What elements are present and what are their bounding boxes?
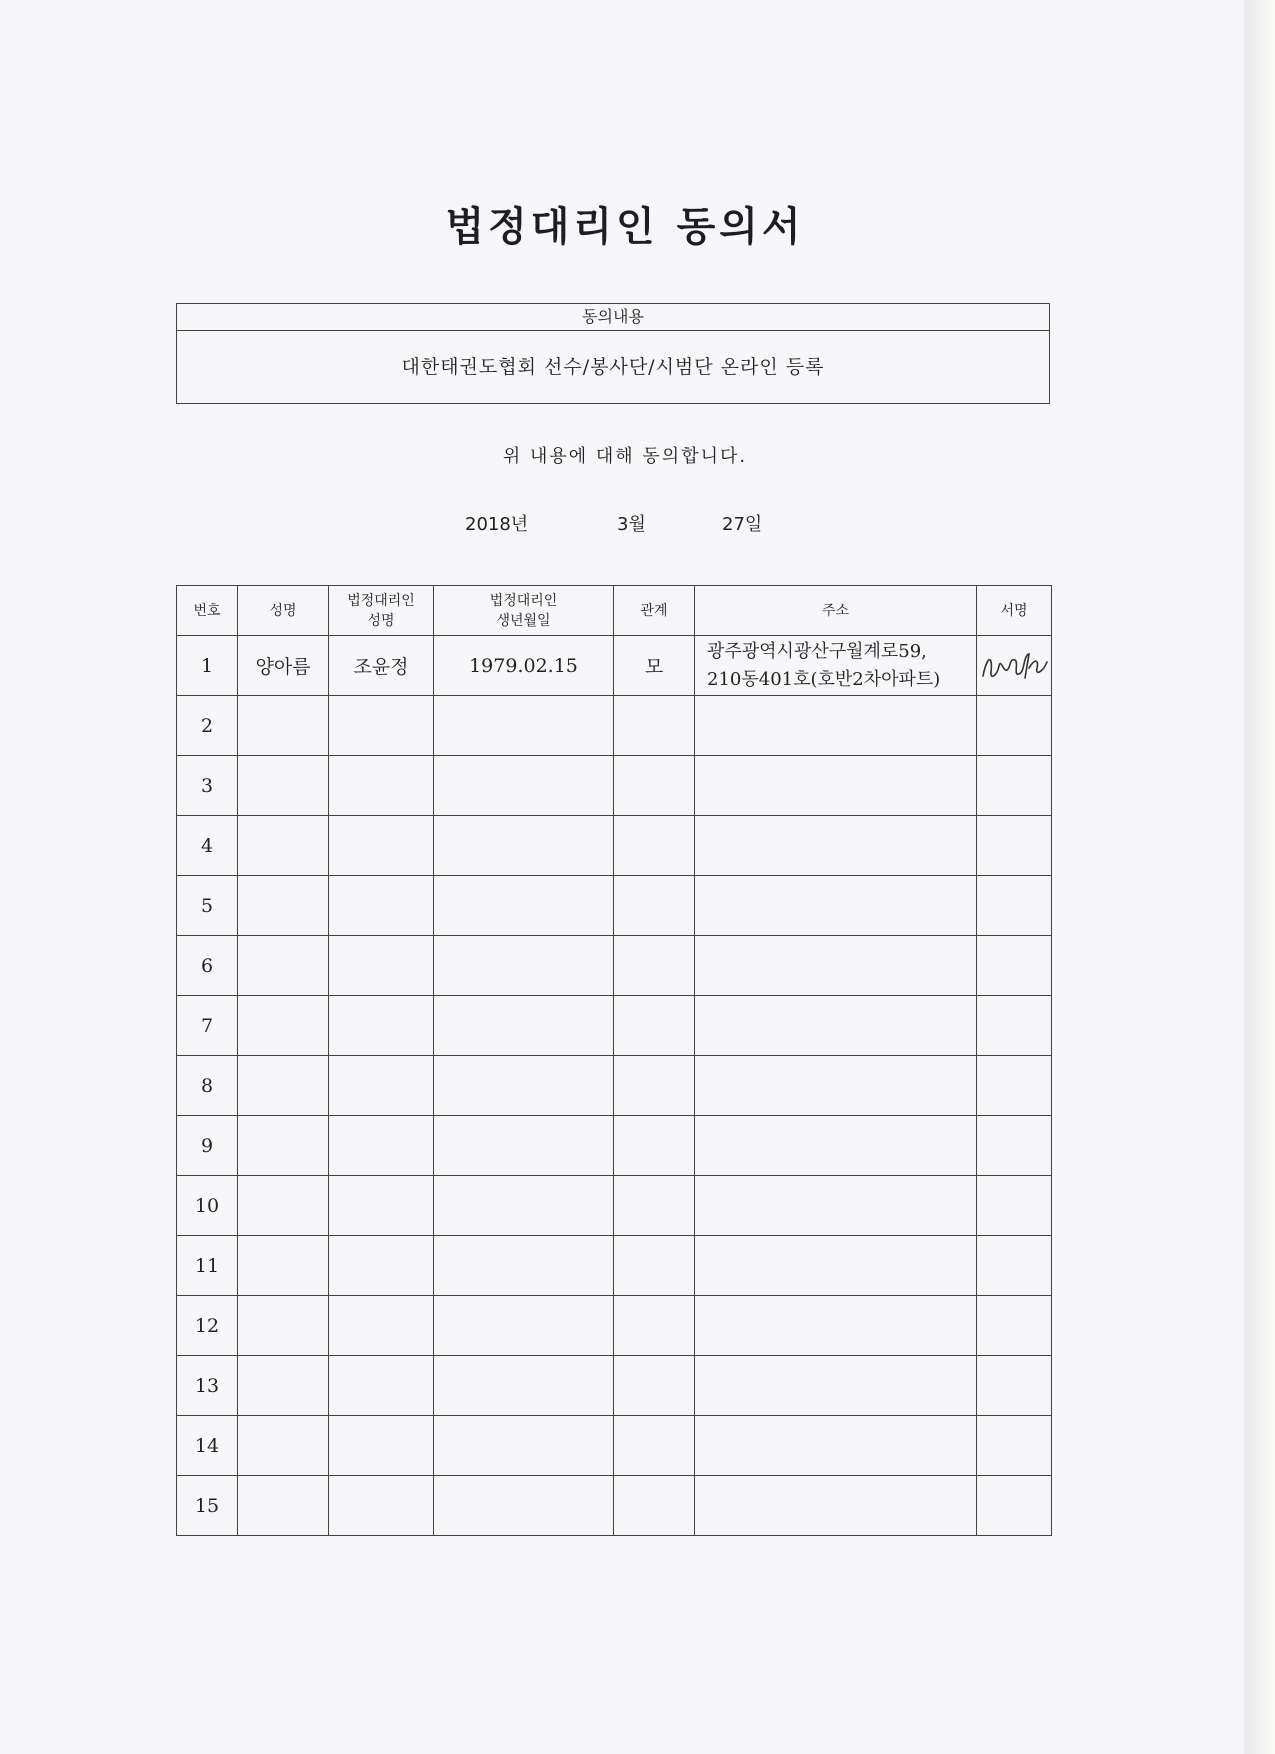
row-number: 13 xyxy=(177,1356,238,1416)
table-row xyxy=(177,816,1052,876)
table-row xyxy=(177,756,1052,816)
table-row xyxy=(177,1416,1052,1476)
row-address xyxy=(695,1416,977,1476)
row-address xyxy=(695,936,977,996)
row-number: 10 xyxy=(177,1176,238,1236)
header-guardian-name: 법정대리인 성명 xyxy=(329,586,434,636)
row-guardian-birth xyxy=(434,1476,614,1536)
row-signature xyxy=(977,1116,1052,1176)
table-row xyxy=(177,1296,1052,1356)
row-name xyxy=(238,816,329,876)
row-relation xyxy=(614,1416,695,1476)
row-address xyxy=(695,696,977,756)
row-address xyxy=(695,816,977,876)
row-guardian-name xyxy=(329,696,434,756)
row-address xyxy=(695,1116,977,1176)
row-relation xyxy=(614,1476,695,1536)
row-guardian-birth xyxy=(434,1356,614,1416)
row-relation xyxy=(614,1176,695,1236)
row-guardian-birth xyxy=(434,1416,614,1476)
row-signature xyxy=(977,996,1052,1056)
row-relation xyxy=(614,996,695,1056)
row-guardian-name xyxy=(329,1356,434,1416)
row-guardian-name xyxy=(329,1176,434,1236)
row-guardian-name xyxy=(329,936,434,996)
row-name xyxy=(238,1296,329,1356)
row-address: 광주광역시광산구월계로59, 210동401호(호반2차아파트) xyxy=(695,636,977,696)
row-guardian-birth xyxy=(434,1296,614,1356)
guardian-table xyxy=(176,585,1052,1536)
row-name xyxy=(238,1476,329,1536)
row-guardian-birth xyxy=(434,1236,614,1296)
row-relation xyxy=(614,696,695,756)
scan-edge xyxy=(1244,0,1275,1754)
row-address xyxy=(695,1236,977,1296)
row-number: 12 xyxy=(177,1296,238,1356)
row-relation xyxy=(614,756,695,816)
row-address xyxy=(695,1056,977,1116)
header-guardian-birth: 법정대리인 생년월일 xyxy=(434,586,614,636)
row-name: 양아름 xyxy=(238,636,329,696)
row-signature xyxy=(977,696,1052,756)
row-guardian-name: 조윤정 xyxy=(329,636,434,696)
date-month: 3월 xyxy=(617,514,646,535)
row-guardian-birth: 1979.02.15 xyxy=(434,636,614,696)
table-row xyxy=(177,1476,1052,1536)
row-number: 8 xyxy=(177,1056,238,1116)
row-relation xyxy=(614,1116,695,1176)
row-signature xyxy=(977,1176,1052,1236)
row-guardian-birth xyxy=(434,876,614,936)
row-number: 4 xyxy=(177,816,238,876)
row-guardian-birth xyxy=(434,1176,614,1236)
row-name xyxy=(238,696,329,756)
consent-header: 동의내용 xyxy=(177,304,1049,331)
row-name xyxy=(238,1056,329,1116)
header-name: 성명 xyxy=(238,586,329,636)
row-guardian-name xyxy=(329,996,434,1056)
row-number: 1 xyxy=(177,636,238,696)
consent-box xyxy=(176,303,1050,404)
row-guardian-name xyxy=(329,1116,434,1176)
row-guardian-birth xyxy=(434,996,614,1056)
row-guardian-name xyxy=(329,1476,434,1536)
row-relation xyxy=(614,816,695,876)
row-name xyxy=(238,936,329,996)
table-row xyxy=(177,996,1052,1056)
table-row xyxy=(177,936,1052,996)
row-guardian-name xyxy=(329,1416,434,1476)
row-address xyxy=(695,1476,977,1536)
row-guardian-birth xyxy=(434,756,614,816)
header-number: 번호 xyxy=(177,586,238,636)
row-name xyxy=(238,996,329,1056)
consent-text: 대한태권도협회 선수/봉사단/시범단 온라인 등록 xyxy=(401,356,825,378)
row-name xyxy=(238,1356,329,1416)
row-address xyxy=(695,1296,977,1356)
table-header-row xyxy=(177,586,1052,636)
row-name xyxy=(238,876,329,936)
row-name xyxy=(238,1176,329,1236)
row-relation xyxy=(614,876,695,936)
row-number: 3 xyxy=(177,756,238,816)
row-number: 2 xyxy=(177,696,238,756)
header-address: 주소 xyxy=(695,586,977,636)
table-row xyxy=(177,1056,1052,1116)
handwritten-signature xyxy=(979,646,1049,686)
header-signature: 서명 xyxy=(977,586,1052,636)
row-guardian-birth xyxy=(434,1056,614,1116)
row-relation xyxy=(614,1296,695,1356)
row-signature xyxy=(977,636,1052,696)
row-number: 11 xyxy=(177,1236,238,1296)
row-signature xyxy=(977,1356,1052,1416)
row-number: 6 xyxy=(177,936,238,996)
row-relation: 모 xyxy=(614,636,695,696)
row-name xyxy=(238,756,329,816)
row-signature xyxy=(977,816,1052,876)
document-title: 법정대리인 동의서 xyxy=(445,204,805,250)
row-relation xyxy=(614,1236,695,1296)
row-relation xyxy=(614,936,695,996)
row-guardian-birth xyxy=(434,816,614,876)
row-address xyxy=(695,1356,977,1416)
row-signature xyxy=(977,1056,1052,1116)
row-signature xyxy=(977,756,1052,816)
row-guardian-name xyxy=(329,756,434,816)
row-number: 5 xyxy=(177,876,238,936)
row-number: 14 xyxy=(177,1416,238,1476)
row-signature xyxy=(977,1236,1052,1296)
row-guardian-name xyxy=(329,1236,434,1296)
row-guardian-name xyxy=(329,816,434,876)
agreement-statement: 위 내용에 대해 동의합니다. xyxy=(502,446,748,467)
row-relation xyxy=(614,1056,695,1116)
table-row xyxy=(177,636,1052,696)
row-signature xyxy=(977,1296,1052,1356)
row-guardian-birth xyxy=(434,1116,614,1176)
row-address xyxy=(695,876,977,936)
row-address xyxy=(695,996,977,1056)
row-name xyxy=(238,1116,329,1176)
row-address xyxy=(695,756,977,816)
row-signature xyxy=(977,936,1052,996)
table-row xyxy=(177,1236,1052,1296)
row-signature xyxy=(977,876,1052,936)
date-year: 2018년 xyxy=(465,514,529,535)
row-number: 9 xyxy=(177,1116,238,1176)
table-row xyxy=(177,1116,1052,1176)
row-name xyxy=(238,1236,329,1296)
row-guardian-name xyxy=(329,1056,434,1116)
table-row xyxy=(177,1356,1052,1416)
row-guardian-name xyxy=(329,1296,434,1356)
row-guardian-birth xyxy=(434,936,614,996)
date-day: 27일 xyxy=(722,514,763,535)
table-row xyxy=(177,876,1052,936)
row-number: 15 xyxy=(177,1476,238,1536)
row-signature xyxy=(977,1476,1052,1536)
header-relation: 관계 xyxy=(614,586,695,636)
row-guardian-birth xyxy=(434,696,614,756)
row-guardian-name xyxy=(329,876,434,936)
row-name xyxy=(238,1416,329,1476)
table-row xyxy=(177,1176,1052,1236)
row-signature xyxy=(977,1416,1052,1476)
row-relation xyxy=(614,1356,695,1416)
table-row xyxy=(177,696,1052,756)
row-address xyxy=(695,1176,977,1236)
row-number: 7 xyxy=(177,996,238,1056)
